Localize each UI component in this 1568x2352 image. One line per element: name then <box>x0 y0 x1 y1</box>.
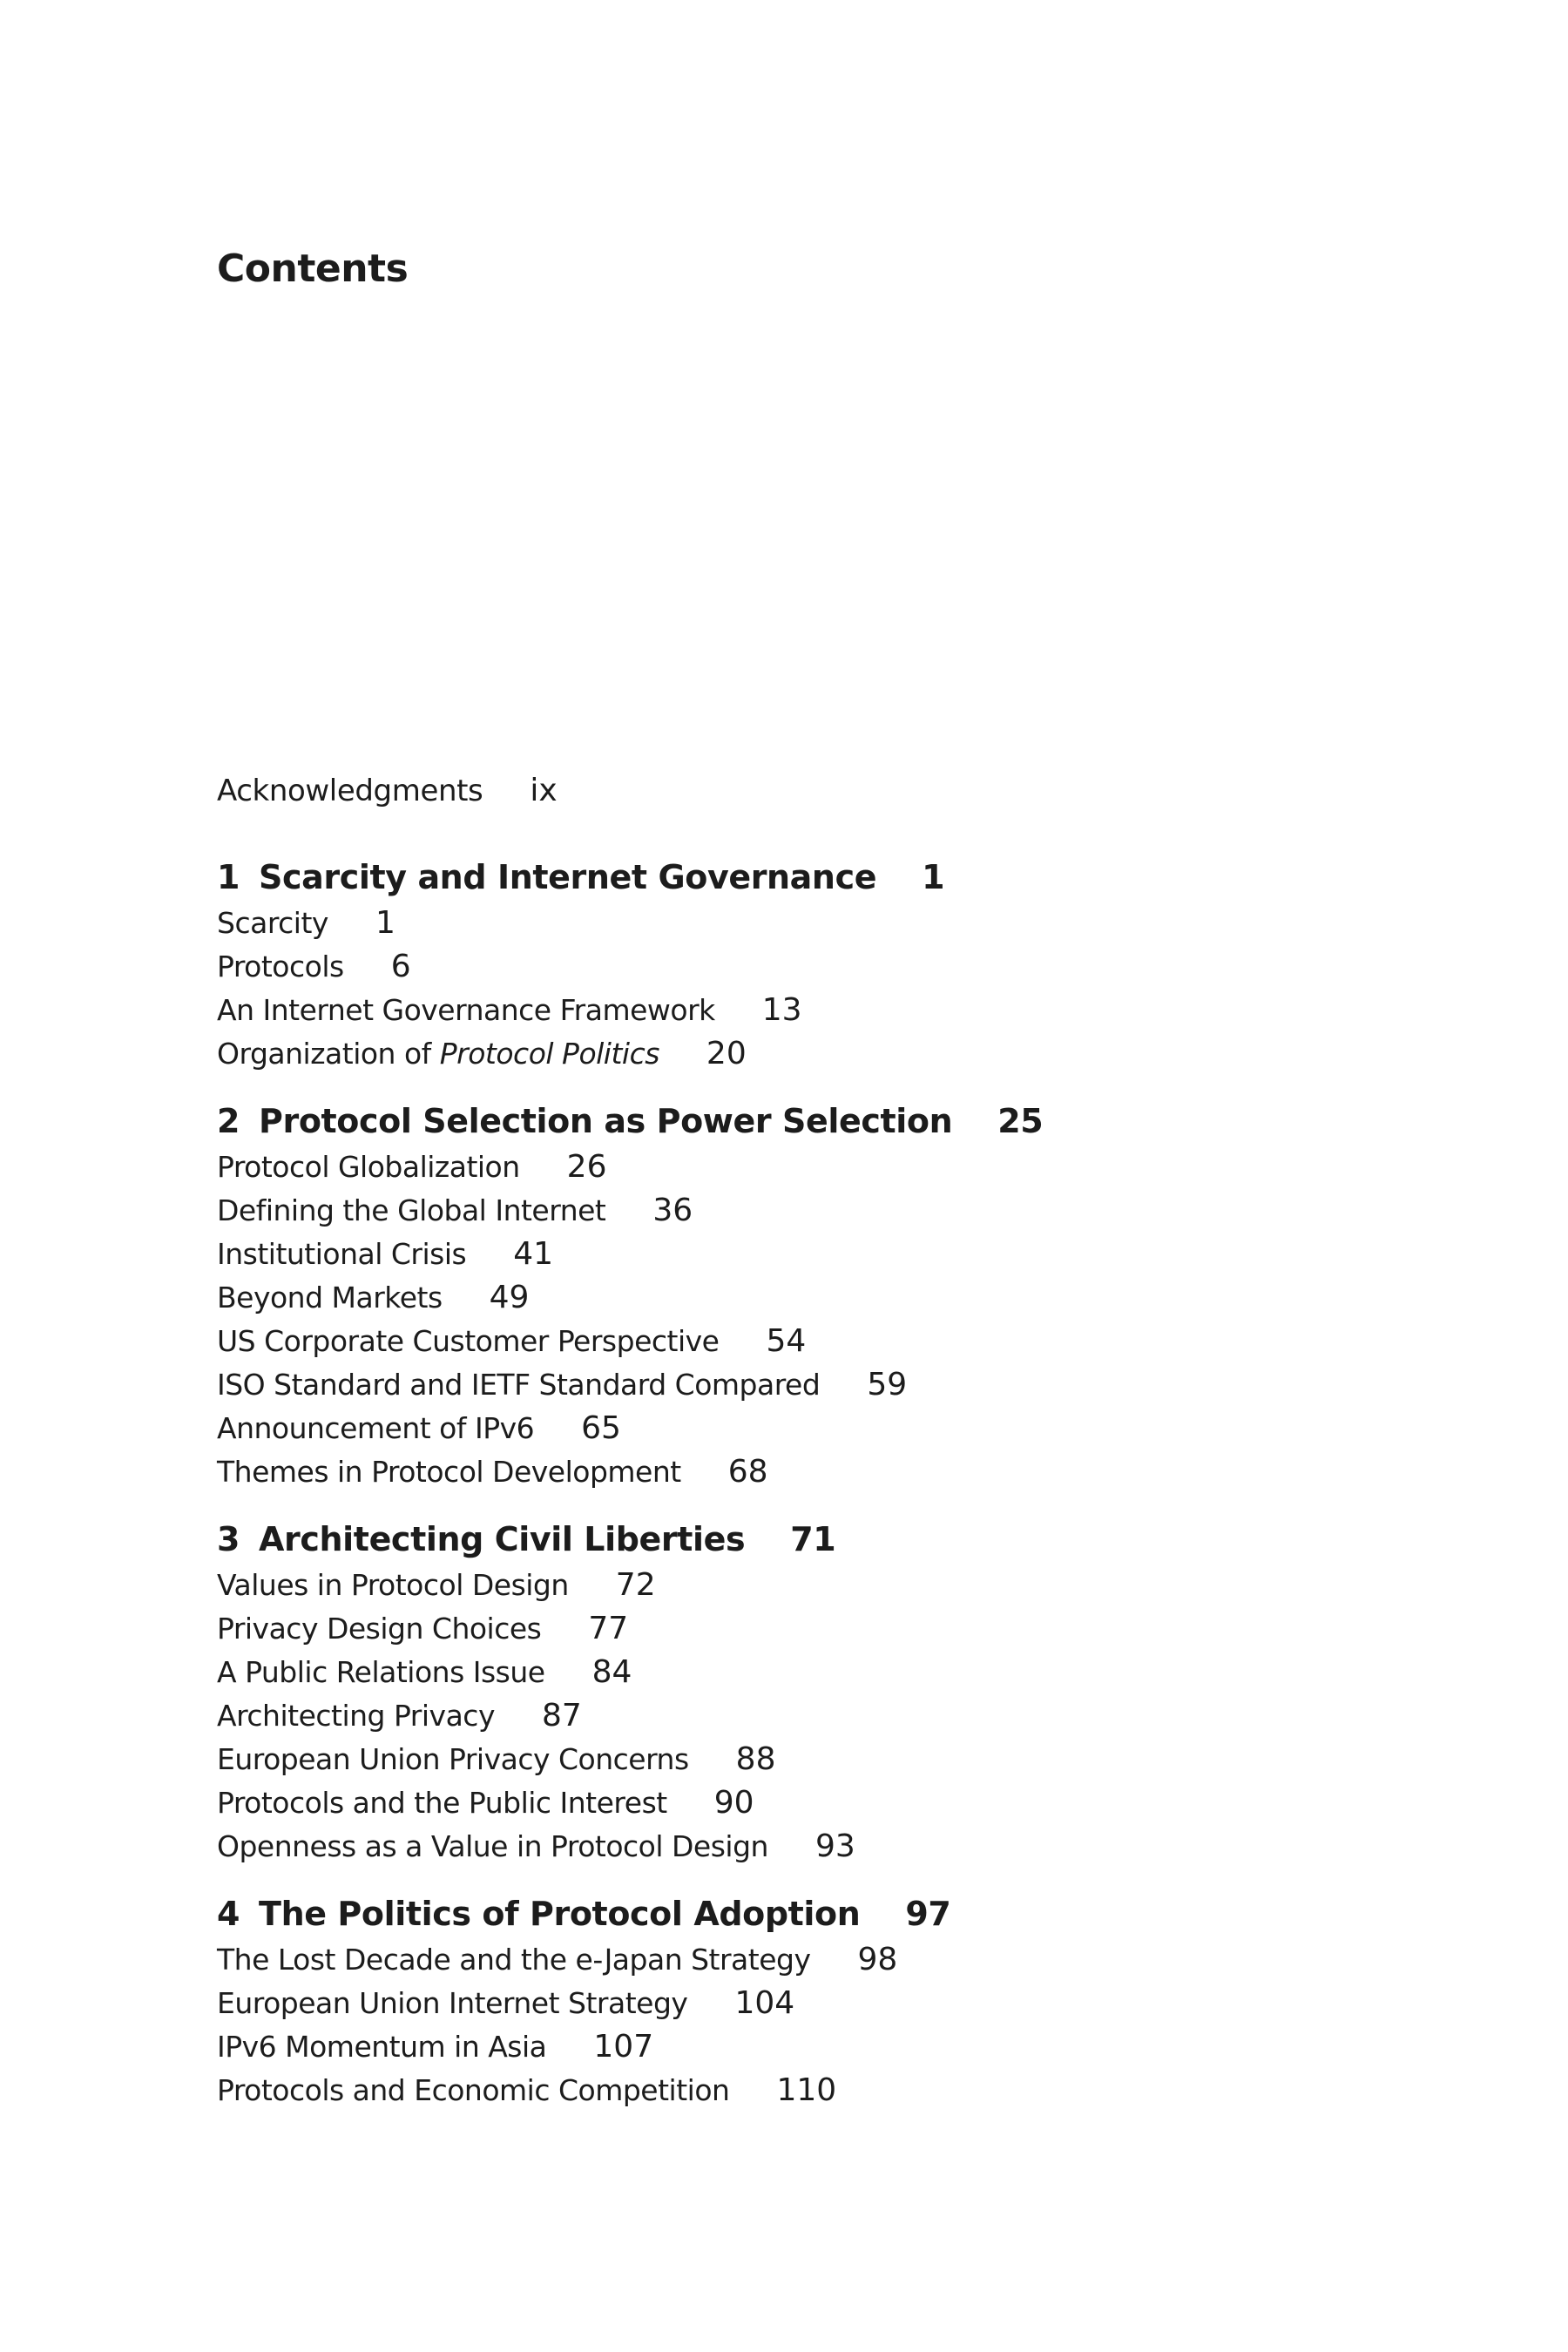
chapter-title: Architecting Civil Liberties <box>259 1520 746 1558</box>
section-page: 65 <box>581 1410 621 1446</box>
page-title: Contents <box>217 247 409 291</box>
section-page: 90 <box>713 1785 754 1821</box>
section-page: 77 <box>588 1611 629 1646</box>
section-entry <box>217 1407 1480 1450</box>
section-entry <box>217 1694 1480 1738</box>
section-entry <box>217 1233 1480 1276</box>
section-page: 59 <box>867 1367 908 1402</box>
section-title: IPv6 Momentum in Asia <box>217 2030 547 2064</box>
section-page: 49 <box>489 1280 530 1315</box>
chapter-page: 97 <box>905 1895 951 1933</box>
section-title: ISO Standard and IETF Standard Compared <box>217 1368 821 1402</box>
section-page: 1 <box>375 905 395 941</box>
section-entry <box>217 2069 1480 2112</box>
chapter-title: The Politics of Protocol Adoption <box>259 1895 861 1933</box>
chapter-title: Scarcity and Internet Governance <box>259 858 877 896</box>
section-title: Protocol Globalization <box>217 1150 520 1184</box>
section-list <box>217 1564 1480 1869</box>
section-entry <box>217 1738 1480 1781</box>
section-entry <box>217 1982 1480 2025</box>
section-page: 104 <box>734 1985 795 2021</box>
section-entry <box>217 1607 1480 1651</box>
section-entry <box>217 1320 1480 1363</box>
section-title: US Corporate Customer Perspective <box>217 1324 720 1358</box>
toc-entry-title: Acknowledgments <box>217 774 483 808</box>
section-title: Protocols and Economic Competition <box>217 2073 730 2107</box>
section-title: Openness as a Value in Protocol Design <box>217 1829 768 1863</box>
chapter-number: 1 <box>217 858 240 896</box>
section-title: Beyond Markets <box>217 1281 443 1315</box>
section-title: The Lost Decade and the e-Japan Strategy <box>217 1943 811 1977</box>
section-entry <box>217 1189 1480 1233</box>
toc-entry-acknowledgments <box>217 769 1480 813</box>
chapter-heading <box>217 1889 1480 1938</box>
chapter-number: 4 <box>217 1895 240 1933</box>
section-page: 26 <box>566 1149 607 1185</box>
section-entry <box>217 1938 1480 1982</box>
section-title: Privacy Design Choices <box>217 1612 542 1646</box>
section-title: Architecting Privacy <box>217 1699 495 1733</box>
section-page: 36 <box>652 1193 693 1228</box>
section-title: A Public Relations Issue <box>217 1655 545 1689</box>
section-page: 20 <box>706 1036 747 1071</box>
chapter-4 <box>217 1889 1480 2112</box>
section-entry <box>217 1564 1480 1607</box>
section-title-prefix: Organization of <box>217 1037 440 1071</box>
chapter-number: 2 <box>217 1102 240 1140</box>
section-page: 13 <box>761 992 802 1028</box>
section-page: 41 <box>513 1236 554 1272</box>
section-entry <box>217 989 1480 1032</box>
section-entry <box>217 1781 1480 1825</box>
section-list <box>217 1146 1480 1494</box>
section-title-italic: Protocol Politics <box>439 1037 659 1071</box>
section-title: Protocols <box>217 950 344 983</box>
section-title: Announcement of IPv6 <box>217 1411 535 1445</box>
section-title: European Union Privacy Concerns <box>217 1742 689 1776</box>
section-title: Defining the Global Internet <box>217 1193 606 1227</box>
section-page: 88 <box>735 1741 776 1777</box>
chapter-heading <box>217 1097 1480 1146</box>
chapter-2 <box>217 1097 1480 1494</box>
table-of-contents <box>217 769 1480 2133</box>
section-title: Protocols and the Public Interest <box>217 1786 667 1820</box>
chapter-3 <box>217 1515 1480 1869</box>
section-title: An Internet Governance Framework <box>217 993 715 1027</box>
section-title: Scarcity <box>217 906 328 940</box>
section-entry <box>217 1032 1480 1076</box>
section-page: 110 <box>776 2072 837 2108</box>
section-entry <box>217 902 1480 945</box>
chapter-1 <box>217 853 1480 1076</box>
section-title: European Union Internet Strategy <box>217 1986 688 2020</box>
chapter-page: 71 <box>790 1520 836 1558</box>
section-entry <box>217 1276 1480 1320</box>
section-page: 98 <box>857 1942 898 1977</box>
section-page: 107 <box>593 2029 654 2065</box>
section-page: 93 <box>814 1828 855 1864</box>
section-entry <box>217 1651 1480 1694</box>
section-page: 54 <box>766 1323 807 1359</box>
section-page: 84 <box>591 1654 632 1690</box>
section-page: 6 <box>390 949 411 984</box>
chapter-page: 1 <box>922 858 945 896</box>
section-title: Institutional Crisis <box>217 1237 467 1271</box>
section-list <box>217 902 1480 1076</box>
section-entry <box>217 1450 1480 1494</box>
toc-entry-page: ix <box>530 773 558 808</box>
chapter-heading <box>217 1515 1480 1564</box>
section-title: Values in Protocol Design <box>217 1568 569 1602</box>
section-title: Themes in Protocol Development <box>217 1455 681 1489</box>
chapter-page: 25 <box>997 1102 1044 1140</box>
section-page: 68 <box>727 1454 768 1490</box>
section-entry <box>217 945 1480 989</box>
section-entry <box>217 1825 1480 1869</box>
section-list <box>217 1938 1480 2112</box>
section-entry <box>217 2025 1480 2069</box>
chapter-heading <box>217 853 1480 902</box>
section-page: 72 <box>615 1567 656 1603</box>
chapter-number: 3 <box>217 1520 240 1558</box>
section-entry <box>217 1363 1480 1407</box>
section-entry <box>217 1146 1480 1189</box>
section-page: 87 <box>541 1698 582 1734</box>
chapter-title: Protocol Selection as Power Selection <box>259 1102 953 1140</box>
